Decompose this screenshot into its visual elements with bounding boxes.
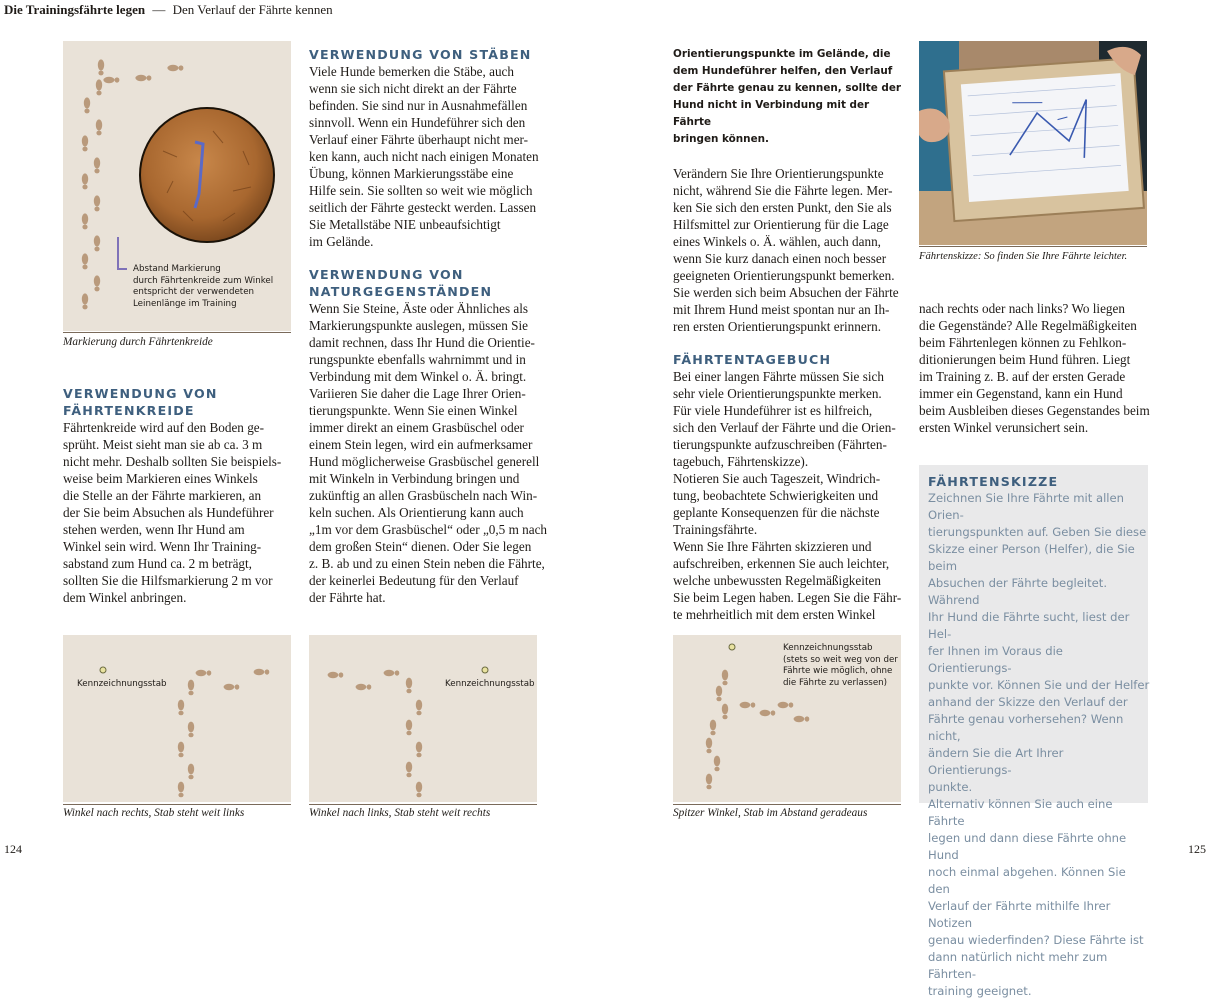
text-line: Fährtenkreide wird auf den Boden ge- — [63, 420, 265, 435]
column-3 — [673, 46, 909, 623]
text-line: aufschreiben, erkennen Sie auch leichter, — [673, 556, 890, 571]
text-line: nicht mehr. Deshalb sollten Sie beispiels- — [63, 454, 282, 469]
paragraph-fahrtentagebuch — [673, 368, 909, 623]
page-number-right: 125 — [1188, 842, 1206, 856]
text-line: fer Ihnen im Voraus die Orientierungs- — [928, 644, 1063, 675]
text-line: Hund möglicherweise Grasbüschel generell — [309, 454, 540, 469]
text-line: Für viele Hundeführer ist es hilfreich, — [673, 403, 873, 418]
text-line: wenn Sie kurz danach einen noch besser — [673, 251, 887, 266]
text-line: der Sie beim Absuchen als Hundeführer — [63, 505, 274, 520]
heading-line: VERWENDUNG VON STÄBEN — [309, 47, 532, 62]
figure-left-turn-caption: Winkel nach links, Stab steht weit rechts — [309, 807, 491, 819]
text-line: Verbindung mit dem Winkel o. Ä. bringt. — [309, 369, 527, 384]
marker-stake-icon — [482, 667, 488, 673]
text-line: dann natürlich nicht mehr zum Fährten- — [928, 950, 1108, 981]
text-line: zukünftig an allen Grasbüscheln nach Win- — [309, 488, 538, 503]
text-line: genau wiederfinden? Diese Fährte ist — [928, 933, 1144, 947]
text-line: geplante Konsequenzen für die nächste — [673, 505, 880, 520]
text-line: eines Winkels o. Ä. wählen, auch dann, — [673, 234, 881, 249]
text-line: seitlich der Fährte gesteckt werden. Lassen — [309, 200, 537, 215]
heading-fahrtentagebuch — [673, 351, 909, 368]
text-line: z. B. ab und zu einen Stein neben die Fährte, — [309, 556, 545, 571]
sketch-photo-caption: Fährtenskizze: So finden Sie Ihre Fährte leichter. — [919, 251, 1128, 262]
text-line: Sie Metallstäbe NIE unbeaufsichtigt — [309, 217, 501, 232]
column-2 — [309, 46, 549, 606]
text-line: anhand der Skizze den Verlauf der — [928, 695, 1128, 709]
text-line: mit Ihrem Hund meist spontan nur an Ih- — [673, 302, 890, 317]
label-line: entspricht der verwendeten — [133, 287, 255, 297]
text-line: immer ein Gegenstand, kann ein Hund — [919, 386, 1123, 401]
text-line: im Gelände. — [309, 234, 374, 249]
text-line: tierungspunkten auf. Geben Sie diese — [928, 525, 1147, 539]
text-line: weise beim Markieren eines Winkels — [63, 471, 258, 486]
text-line: Winkel sein wird. Wenn Ihr Training- — [63, 539, 262, 554]
text-line: geeigneten Orientierungspunkt bemerken. — [673, 268, 895, 283]
label-line: durch Fährtenkreide zum Winkel — [133, 275, 274, 286]
label-line: Kennzeichnungsstab — [783, 643, 873, 653]
label-line: Fährte wie möglich, ohne — [783, 666, 893, 676]
text-line: Verändern Sie Ihre Orientierungspunkte — [673, 166, 884, 181]
figure-left-turn — [309, 635, 537, 802]
text-line: stehen werden, wenn Ihr Hund am — [63, 522, 245, 537]
heading-line: VERWENDUNG VON — [63, 386, 218, 401]
text-line: Hund nicht in Verbindung mit der Fährte — [673, 99, 870, 128]
heading-line: VERWENDUNG VON — [309, 267, 464, 282]
text-line: Bei einer langen Fährte müssen Sie sich — [673, 369, 884, 384]
text-line: keln suchen. Als Orientierung kann auch — [309, 505, 524, 520]
text-line: Viele Hunde bemerken die Stäbe, auch — [309, 64, 514, 79]
text-line: einem Stein legen, wird ein aufmerksamer — [309, 437, 533, 452]
text-line: der Fährte hat. — [309, 590, 386, 605]
figure-right-turn — [63, 635, 291, 802]
text-line: Zeichnen Sie Ihre Fährte mit allen Orien- — [928, 491, 1124, 522]
label-line: (stets so weit weg von der — [783, 654, 898, 665]
text-line: training geeignet. — [928, 984, 1032, 998]
text-line: der Fährte genau zu kennen, sollte der — [673, 82, 902, 94]
header-section: Den Verlauf der Fährte kennen — [172, 2, 333, 17]
text-line: Sie beim Legen haben. Legen Sie die Fähr- — [673, 590, 902, 605]
heading-line: FÄHRTENKREIDE — [63, 403, 195, 418]
sketch-photo — [919, 41, 1147, 245]
text-line: Trainingsfährte. — [673, 522, 758, 537]
text-line: ditionierungen beim Hund führen. Liegt — [919, 352, 1131, 367]
paragraph-naturgegenstaende — [309, 300, 549, 606]
column-4 — [919, 300, 1159, 436]
text-line: ren ersten Orientierungspunkt erinnern. — [673, 319, 881, 334]
text-line: Orientierungspunkte im Gelände, die — [673, 48, 891, 60]
text-line: dem großen Stein“ dienen. Oder Sie legen — [309, 539, 532, 554]
heading-line: FÄHRTENTAGEBUCH — [673, 352, 832, 367]
column-1 — [63, 385, 295, 606]
text-line: sabstand zum Hund ca. 2 m beträgt, — [63, 556, 252, 571]
text-line: ken kann, auch nicht nach einigen Monaten — [309, 149, 539, 164]
text-line: die Stelle an der Fährte markieren, an — [63, 488, 262, 503]
text-line: legen und dann diese Fährte ohne Hund — [928, 831, 1127, 862]
label-line: Leinenlänge im Training — [133, 298, 237, 309]
figure-right-turn-label: Kennzeichnungsstab — [77, 679, 167, 689]
text-line: Verlauf der Fährte mithilfe Ihrer Notizen — [928, 899, 1111, 930]
figure-acute-angle-caption: Spitzer Winkel, Stab im Abstand geradeaus — [673, 807, 868, 819]
text-line: dem Hundeführer helfen, den Verlauf — [673, 65, 893, 77]
text-line: Hilfsmittel zur Orientierung für die Lage — [673, 217, 889, 232]
info-box-heading: FÄHRTENSKIZZE — [928, 474, 1059, 489]
marker-stake-icon — [100, 667, 106, 673]
text-line: sinnvoll. Wenn ein Hundeführer sich den — [309, 115, 526, 130]
paragraph-regelmaessigkeiten — [919, 300, 1159, 436]
figure-left-turn-drawing — [309, 635, 537, 802]
text-line: Variieren Sie daher die Lage Ihrer Orien- — [309, 386, 526, 401]
text-line: sollten Sie die Hilfsmarkierung 2 m vor — [63, 573, 273, 588]
text-line: Notieren Sie auch Tageszeit, Windrich- — [673, 471, 881, 486]
text-line: ändern Sie die Art Ihrer Orientierungs- — [928, 746, 1064, 777]
text-line: Fährte genau vorhersehen? Wenn nicht, — [928, 712, 1124, 743]
text-line: ersten Winkel verunsichert sein. — [919, 420, 1089, 435]
text-line: „1m vor dem Grasbüschel“ oder „0,5 m nach — [309, 522, 548, 537]
text-line: tierungspunkte aufzuschreiben (Fährten- — [673, 437, 887, 452]
info-box-fahrtenskizze — [919, 465, 1150, 998]
header-chapter: Die Trainingsfährte legen — [4, 2, 146, 17]
heading-line: NATURGEGENSTÄNDEN — [309, 284, 493, 299]
text-line: befinden. Sie sind nur in Ausnahmefällen — [309, 98, 528, 113]
heading-staebe — [309, 46, 549, 63]
text-line: im Training z. B. auf der ersten Gerade — [919, 369, 1126, 384]
running-header — [4, 2, 333, 18]
text-line: beim Ausbleiben dieses Gegenstandes beim — [919, 403, 1150, 418]
text-line: tagebuch, Fährtenskizze). — [673, 454, 809, 469]
marker-stake-icon — [729, 644, 735, 650]
paragraph-fahrtenkreide — [63, 419, 295, 606]
figure-right-turn-caption: Winkel nach rechts, Stab steht weit links — [63, 807, 245, 819]
text-line: dem Winkel anbringen. — [63, 590, 187, 605]
text-line: bringen können. — [673, 133, 769, 145]
text-line: rungspunkte ebenfalls wahrnimmt und in — [309, 352, 526, 367]
text-line: tierungspunkte. Wenn Sie einen Winkel — [309, 403, 518, 418]
figure-acute-angle — [673, 635, 901, 802]
text-line: damit rechnen, dass Ihr Hund die Orientie- — [309, 335, 535, 350]
text-line: punkte. — [928, 780, 973, 794]
text-line: immer direkt an einem Grasbüschel oder — [309, 420, 524, 435]
text-line: Alternativ können Sie auch eine Fährte — [928, 797, 1113, 828]
text-line: Ihr Hund die Fährte sucht, liest der Hel- — [928, 610, 1130, 641]
text-line: Sie werden sich beim Absuchen der Fährte — [673, 285, 899, 300]
label-line: Abstand Markierung — [133, 264, 221, 274]
text-line: nicht, während Sie die Fährte legen. Mer- — [673, 183, 893, 198]
text-line: sehr viele Orientierungspunkte merken. — [673, 386, 882, 401]
paragraph-staebe — [309, 63, 549, 250]
text-line: tung, beobachtete Schwierigkeiten und — [673, 488, 879, 503]
figure-left-turn-label: Kennzeichnungsstab — [445, 679, 535, 689]
header-separator: — — [152, 2, 166, 17]
soil-closeup-photo — [140, 108, 274, 242]
text-line: Absuchen der Fährte begleitet. Während — [928, 576, 1108, 607]
text-line: Markierungspunkte auslegen, müssen Sie — [309, 318, 529, 333]
page-number-left: 124 — [4, 842, 22, 856]
text-line: mit Winkeln in Verbindung bringen und — [309, 471, 520, 486]
text-line: Hilfe sein. Sie sollten so weit wie möglich — [309, 183, 533, 198]
chalk-figure-caption: Markierung durch Fährtenkreide — [63, 336, 213, 348]
text-line: die Gegenstände? Alle Regelmäßigkeiten — [919, 318, 1137, 333]
text-line: Verlauf einer Fährte überhaupt nicht mer- — [309, 132, 529, 147]
heading-fahrtenkreide — [63, 385, 295, 419]
figure-acute-angle-label — [783, 643, 898, 689]
paragraph-orientierungspunkte — [673, 165, 909, 335]
lead-paragraph — [673, 46, 909, 148]
figure-right-turn-drawing — [63, 635, 291, 802]
text-line: punkte vor. Können Sie und der Helfer — [928, 678, 1150, 692]
info-box-body — [928, 490, 1150, 1000]
text-line: nach rechts oder nach links? Wo liegen — [919, 301, 1125, 316]
heading-naturgegenstaende — [309, 266, 549, 300]
text-line: welche unbewussten Regelmäßigkeiten — [673, 573, 882, 588]
text-line: sich den Verlauf der Fährte und die Orien- — [673, 420, 896, 435]
chalk-figure — [63, 41, 291, 331]
photo-clipboard-sketch — [919, 41, 1147, 245]
text-line: Wenn Sie Steine, Äste oder Ähnliches als — [309, 301, 529, 316]
text-line: Skizze einer Person (Helfer), die Sie beim — [928, 542, 1135, 573]
text-line: noch einmal abgehen. Können Sie den — [928, 865, 1126, 896]
label-line: die Fährte zu verlassen) — [783, 677, 888, 688]
text-line: der keinerlei Bedeutung für den Verlauf — [309, 573, 519, 588]
text-line: wenn sie sich nicht direkt an der Fährte — [309, 81, 517, 96]
text-line: Übung, können Markierungsstäbe eine — [309, 166, 514, 181]
text-line: Wenn Sie Ihre Fährten skizzieren und — [673, 539, 872, 554]
text-line: te mehrheitlich mit dem ersten Winkel — [673, 607, 876, 622]
text-line: beim Fährtenlegen können zu Fehlkon- — [919, 335, 1127, 350]
text-line: ken Sie sich den ersten Punkt, den Sie als — [673, 200, 892, 215]
chalk-figure-label — [133, 264, 273, 310]
text-line: sprüht. Meist sieht man sie ab ca. 3 m — [63, 437, 263, 452]
